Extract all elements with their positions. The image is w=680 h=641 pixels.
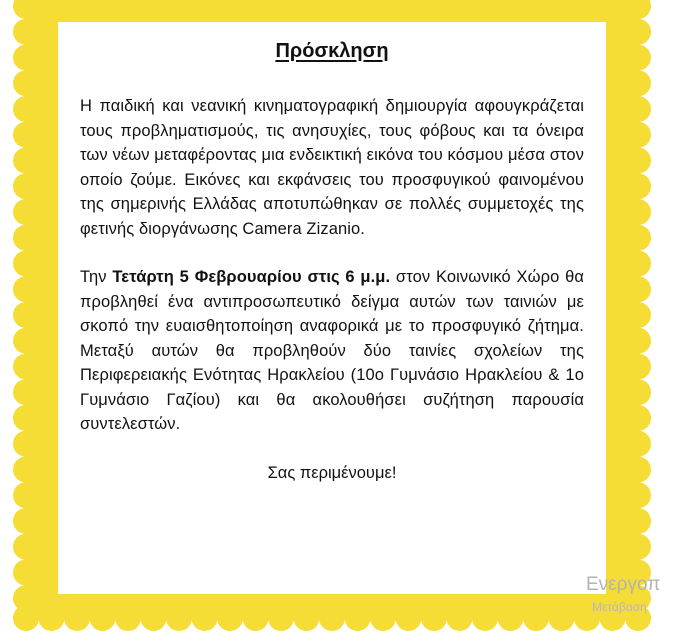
event-paragraph bbox=[80, 265, 584, 437]
frame-scallop-bottom bbox=[141, 605, 167, 631]
frame-scallop-bottom bbox=[268, 605, 294, 631]
event-date-time: Τετάρτη 5 Φεβρουαρίου στις 6 μ.μ. bbox=[112, 268, 391, 286]
frame-scallop-right bbox=[625, 45, 651, 71]
invitation-title: Πρόσκληση bbox=[275, 40, 389, 62]
frame-scallop-right bbox=[625, 19, 651, 45]
frame-scallop-bottom bbox=[166, 605, 192, 631]
frame-scallop-right bbox=[625, 328, 651, 354]
frame-scallop-bottom bbox=[549, 605, 575, 631]
frame-scallop-right bbox=[625, 431, 651, 457]
frame-scallop-left bbox=[13, 508, 39, 534]
frame-scallop-bottom bbox=[345, 605, 371, 631]
frame-scallop-left bbox=[13, 122, 39, 148]
frame-scallop-right bbox=[625, 251, 651, 277]
frame-scallop-left bbox=[13, 302, 39, 328]
frame-scallop-bottom bbox=[115, 605, 141, 631]
frame-scallop-bottom bbox=[217, 605, 243, 631]
frame-scallop-bottom bbox=[294, 605, 320, 631]
frame-scallop-left bbox=[13, 379, 39, 405]
frame-scallop-right bbox=[625, 457, 651, 483]
frame-scallop-left bbox=[13, 354, 39, 380]
windows-activation-subtext: Μετάβαση bbox=[592, 600, 647, 614]
frame-scallop-left bbox=[13, 405, 39, 431]
frame-scallop-left bbox=[13, 70, 39, 96]
frame-scallop-right bbox=[625, 70, 651, 96]
frame-scallop-bottom bbox=[396, 605, 422, 631]
invitation-card bbox=[58, 22, 606, 594]
frame-scallop-bottom bbox=[447, 605, 473, 631]
frame-scallop-left bbox=[13, 173, 39, 199]
frame-scallop-right bbox=[625, 508, 651, 534]
frame-scallop-right bbox=[625, 379, 651, 405]
frame-scallop-right bbox=[625, 148, 651, 174]
frame-scallop-left bbox=[13, 199, 39, 225]
intro-paragraph: Η παιδική και νεανική κινηματογραφική δημιουργία αφουγκράζεται τους προβληματισμούς, τις ανησυχίες, τους φόβους και τα όνειρα των νέων μεταφέροντας μια ενδεικτική εικόνα του κόσμου μέσα στον οποίο ζούμε. Εικόνες και εκφάνσεις του προσφυγικού φαινομένου της σημερινής Ελλάδας αποτυπώθηκαν σε πολλές συμμετοχές της φετινής διοργάνωσης Camera Zizanio. bbox=[80, 97, 584, 238]
frame-scallop-bottom bbox=[90, 605, 116, 631]
frame-scallop-left bbox=[13, 534, 39, 560]
frame-scallop-bottom bbox=[523, 605, 549, 631]
frame-scallop-right bbox=[625, 405, 651, 431]
frame-scallop-right bbox=[625, 96, 651, 122]
frame-scallop-bottom bbox=[472, 605, 498, 631]
frame-scallop-right bbox=[625, 199, 651, 225]
frame-scallop-left bbox=[13, 19, 39, 45]
frame-scallop-right bbox=[625, 354, 651, 380]
frame-scallop-bottom bbox=[421, 605, 447, 631]
frame-scallop-left bbox=[13, 585, 39, 611]
frame-scallop-right bbox=[625, 173, 651, 199]
frame-scallop-bottom bbox=[498, 605, 524, 631]
frame-scallop-bottom bbox=[192, 605, 218, 631]
frame-scallop-right bbox=[625, 302, 651, 328]
frame-scallop-right bbox=[625, 482, 651, 508]
frame-scallop-left bbox=[13, 45, 39, 71]
frame-scallop-left bbox=[13, 251, 39, 277]
frame-scallop-left bbox=[13, 482, 39, 508]
frame-scallop-right bbox=[625, 276, 651, 302]
frame-scallop-bottom bbox=[370, 605, 396, 631]
frame-scallop-left bbox=[13, 328, 39, 354]
frame-scallop-left bbox=[13, 457, 39, 483]
frame-scallop-left bbox=[13, 431, 39, 457]
frame-scallop-bottom bbox=[243, 605, 269, 631]
frame-scallop-left bbox=[13, 560, 39, 586]
frame-scallop-left bbox=[13, 96, 39, 122]
windows-activation-watermark: Ενεργοπ bbox=[586, 574, 661, 595]
frame-scallop-right bbox=[625, 534, 651, 560]
frame-scallop-bottom bbox=[64, 605, 90, 631]
event-paragraph-prefix: Την bbox=[80, 268, 113, 286]
frame-scallop-left bbox=[13, 225, 39, 251]
frame-scallop-left bbox=[13, 276, 39, 302]
event-paragraph-rest: στον Κοινωνικό Χώρο θα προβληθεί ένα αντιπροσωπευτικό δείγμα αυτών των ταινιών με σκοπό την ευαισθητοποίηση αναφορικά με το προσφυγικό ζήτημα. Μεταξύ αυτών θα προβληθούν δύο ταινίες σχολείων της Περιφερειακής Ενότητας Ηρακλείου (10ο Γυμνάσιο Ηρακλείου & 1ο Γυμνάσιο Γαζίου) και θα ακολουθήσει συζήτηση παρουσία συντελεστών. bbox=[80, 268, 584, 433]
closing-line: Σας περιμένουμε! bbox=[267, 463, 397, 482]
frame-scallop-right bbox=[625, 122, 651, 148]
frame-scallop-right bbox=[625, 225, 651, 251]
frame-scallop-bottom bbox=[39, 605, 65, 631]
frame-scallop-left bbox=[13, 148, 39, 174]
frame-scallop-bottom bbox=[319, 605, 345, 631]
